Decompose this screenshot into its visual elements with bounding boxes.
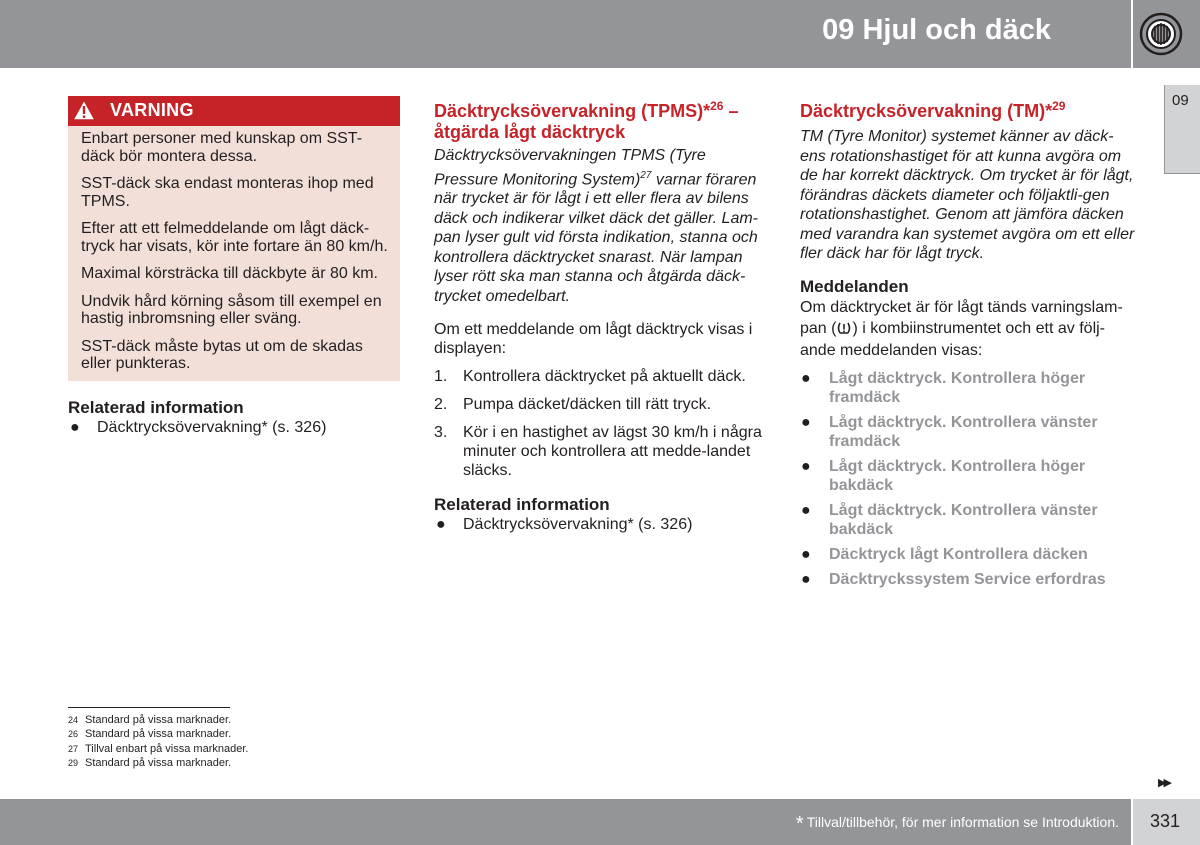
section-heading [434, 96, 766, 143]
footnote-ref: 26 [710, 99, 724, 113]
messages-intro-text: ) i kombiinstrumentet och ett av följ-ande meddelanden visas: [800, 320, 1106, 359]
section-heading-text: Däcktrycksövervakning (TPMS)* [434, 101, 711, 121]
footnote-ref: 29 [1052, 99, 1066, 113]
bullet: ● [801, 370, 811, 387]
step-number: 1. [434, 368, 448, 386]
bullet: ● [801, 458, 811, 475]
intro-text: varnar föraren när trycket är för lågt i ett eller flera av bilens däck och indikerar vilket däck det gäller. Lam-pan lyser gult vid första indikation, stanna och kontrollera däcktrycket snarast. När lampan lyser rött ska man stanna och åtgärda däck-trycket omedelbart. [434, 170, 758, 305]
step-item [434, 395, 766, 414]
message-text: Däcktryckssystem Service erfordras [829, 571, 1106, 588]
footnote-text: Tillval enbart på vissa marknader. [85, 742, 249, 755]
section-heading [800, 96, 1135, 122]
warning-label: VARNING [110, 100, 194, 120]
warning-paragraph: Maximal körsträcka till däckbyte är 80 km. [81, 265, 378, 282]
step-item [434, 423, 766, 480]
warning-body [68, 126, 400, 381]
tire-pressure-warning-icon [836, 320, 852, 336]
related-info-link[interactable] [434, 515, 766, 534]
bullet: ● [801, 502, 811, 519]
footnote-text: Standard på vissa marknader. [85, 728, 232, 741]
footnote [68, 756, 248, 770]
footnote [68, 742, 248, 756]
step-item [434, 367, 766, 386]
message-text: Lågt däcktryck. Kontrollera vänster framdäck [829, 414, 1098, 450]
messages-intro [800, 297, 1135, 362]
continue-arrows-icon: ▶▶ [1158, 777, 1169, 789]
footnote-number: 24 [68, 715, 79, 725]
chapter-tab-label: 09 [1172, 92, 1189, 109]
messages-title: Meddelanden [800, 276, 909, 296]
chapter-title: 09 Hjul och däck [822, 14, 1051, 46]
footer-note-text: Tillval/tillbehör, för mer information se Introduktion. [806, 814, 1119, 830]
bullet: ● [801, 571, 811, 588]
step-text: Pumpa däcket/däcken till rätt tryck. [463, 396, 712, 414]
message-item [800, 545, 1135, 564]
intro-text: Däcktrycksövervakningen TPMS (Tyre Pressure Monitoring System) [434, 147, 706, 188]
message-item [800, 369, 1135, 407]
step-text: Kör i en hastighet av lägst 30 km/h i några minuter och kontrollera att medde-landet släcks. [463, 424, 762, 480]
footer-star: * [795, 813, 804, 835]
bullet: ● [801, 546, 811, 563]
footnotes [68, 713, 248, 770]
bullet: ● [436, 516, 446, 534]
message-text: Lågt däcktryck. Kontrollera höger bakdäck [829, 458, 1086, 494]
related-info-link-text: Däcktrycksövervakning* (s. 326) [97, 418, 327, 436]
related-info-link[interactable] [68, 418, 400, 437]
section-heading-suffix: – [723, 101, 739, 121]
step-number: 3. [434, 424, 448, 442]
warning-header [68, 96, 400, 126]
warning-paragraph: SST-däck måste bytas ut om de skadas eller punkteras. [81, 337, 363, 372]
related-info-title: Relaterad information [434, 495, 610, 515]
section-heading-line2: åtgärda lågt däcktryck [434, 122, 626, 142]
message-item [800, 501, 1135, 539]
step-text: Kontrollera däcktrycket på aktuellt däck. [463, 368, 746, 386]
warning-triangle-icon [72, 99, 96, 121]
footnote-text: Standard på vissa marknader. [85, 756, 232, 769]
intro-paragraph: TM (Tyre Monitor) systemet känner av däck-ens rotationshastiget för att kunna avgöra om de har korrekt däcktryck. Om trycket är för lågt, förändras däckets diameter och följaktli-gen rotationshastighet. Genom att jämföra däcken med varandra kan systemet avgöra om ett eller fler däck har för lågt tryck. [800, 128, 1135, 262]
message-text: Lågt däcktryck. Kontrollera vänster bakdäck [829, 502, 1098, 538]
warning-paragraph: SST-däck ska endast monteras ihop med TPMS. [81, 175, 374, 210]
warning-paragraph: Undvik hård körning såsom till exempel en hastig inbromsning eller sväng. [81, 292, 382, 327]
body-paragraph: Om ett meddelande om lågt däcktryck visas i displayen: [434, 321, 753, 358]
section-heading-text: Däcktrycksövervakning (TM)* [800, 101, 1053, 121]
footnote-text: Standard på vissa marknader. [85, 714, 232, 726]
message-item [800, 413, 1135, 451]
message-item [800, 457, 1135, 495]
column-tm [800, 96, 1135, 595]
warning-paragraph: Efter att ett felmeddelande om lågt däck-tryck har visats, kör inte fortare än 80 km/h. [81, 220, 388, 255]
footnote-number: 27 [68, 743, 79, 754]
footer-note [796, 813, 1119, 836]
footnote-divider [68, 707, 230, 708]
bullet: ● [70, 418, 80, 436]
column-tpms [434, 96, 766, 534]
page-footer [0, 799, 1131, 845]
footnote [68, 727, 248, 741]
footnote-number: 26 [68, 729, 79, 740]
footnote [68, 713, 248, 727]
footnote-number: 29 [68, 757, 79, 768]
warning-paragraph: Enbart personer med kunskap om SST-däck bör montera dessa. [81, 130, 363, 165]
step-number: 2. [434, 396, 448, 414]
page-header [0, 0, 1131, 68]
messages-intro-text: Om däcktrycket är för lågt tänds varningslam-pan ( [800, 298, 1123, 337]
related-info-title: Relaterad information [68, 397, 244, 417]
message-text: Lågt däcktryck. Kontrollera höger framdäck [829, 370, 1086, 406]
related-info-link-text: Däcktrycksövervakning* (s. 326) [463, 516, 693, 534]
intro-paragraph [434, 146, 766, 306]
chapter-tab[interactable] [1164, 85, 1200, 174]
message-item [800, 570, 1135, 589]
page-number: 331 [1150, 811, 1181, 831]
tire-icon [1139, 12, 1183, 56]
column-warning [68, 96, 400, 437]
bullet: ● [801, 414, 811, 431]
page-number-box [1133, 799, 1200, 845]
message-text: Däcktryck lågt Kontrollera däcken [829, 546, 1088, 563]
footnote-ref: 27 [640, 169, 652, 181]
